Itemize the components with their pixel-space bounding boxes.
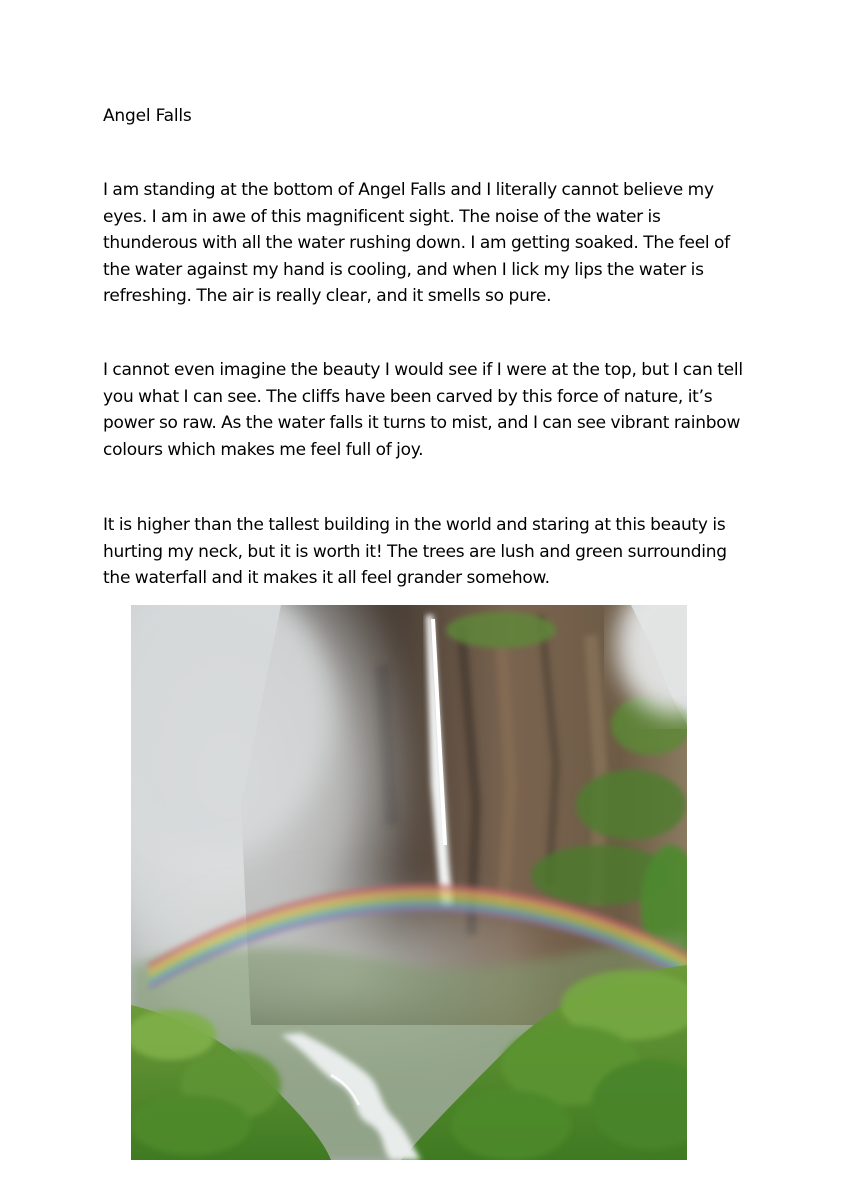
paragraph-1 [103, 177, 753, 310]
waterfall-photo [131, 605, 687, 1160]
paragraph-line: you what I can see. The cliffs have been carved by this force of nature, it’s [103, 386, 713, 407]
paragraph-line: the water against my hand is cooling, and when I lick my lips the water is [103, 259, 704, 280]
paragraph-line: eyes. I am in awe of this magnificent sight. The noise of the water is [103, 206, 661, 227]
paragraph-line: It is higher than the tallest building in the world and staring at this beauty is [103, 515, 726, 535]
paragraph-line: refreshing. The air is really clear, and it smells so pure. [103, 286, 552, 306]
paragraph-line: I am standing at the bottom of Angel Falls and I literally cannot believe my [103, 180, 714, 200]
paragraph-line: thunderous with all the water rushing down. I am getting soaked. The feel of [103, 233, 730, 253]
waterfall-image [131, 605, 687, 1160]
paragraph-line: hurting my neck, but it is worth it! The trees are lush and green surrounding [103, 541, 727, 562]
paragraph-line: the waterfall and it makes it all feel grander somehow. [103, 568, 550, 588]
paragraph-3 [103, 512, 753, 592]
document-title: Angel Falls [103, 106, 192, 126]
paragraph-line: I cannot even imagine the beauty I would see if I were at the top, but I can tell [103, 360, 743, 380]
paragraph-2 [103, 357, 753, 463]
paragraph-line: power so raw. As the water falls it turns to mist, and I can see vibrant rainbow [103, 413, 741, 433]
paragraph-line: colours which makes me feel full of joy. [103, 439, 424, 460]
